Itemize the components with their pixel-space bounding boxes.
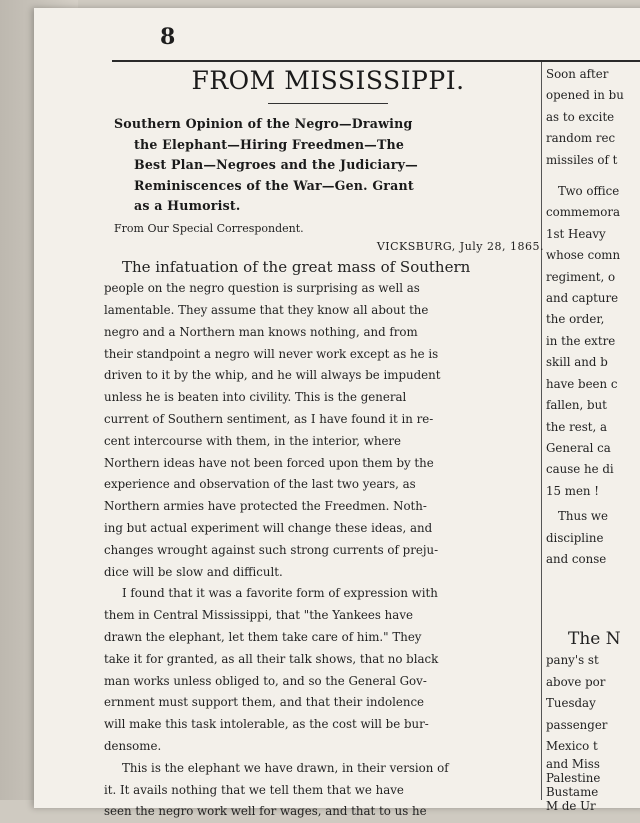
side-text-line: fallen, but: [546, 398, 607, 413]
text-line: unless he is beaten into civility. This is the general: [104, 390, 407, 405]
text-line: experience and observation of the last two years, as: [104, 477, 416, 492]
text-line: changes wrought against such strong currents of preju-: [104, 542, 439, 557]
text-line: people on the negro question is surprising as well as: [104, 281, 420, 296]
side-text-line: General ca: [546, 440, 611, 455]
spacer: [546, 171, 640, 181]
side-text-line: Thus we: [558, 509, 608, 524]
text-line: This is the elephant we have drawn, in their version of: [122, 760, 449, 775]
dateline: VICKSBURG, July 28, 1865.: [376, 239, 544, 253]
text-line: I found that it was a favorite form of expression with: [122, 586, 438, 601]
side-text-line: cause he di: [546, 462, 614, 477]
side-text-line: passenger: [546, 717, 608, 732]
text-line: lamentable. They assume that they know all about the: [104, 303, 429, 318]
side-text-line: have been c: [546, 376, 618, 391]
side-text-line: as to excite: [546, 109, 615, 124]
side-text-line: the rest, a: [546, 419, 608, 434]
headline: FROM MISSISSIPPI.: [191, 66, 465, 95]
text-line: negro and a Northern man knows nothing, and from: [104, 324, 418, 339]
text-line: them in Central Mississippi, that "the Yankees have: [104, 608, 413, 623]
side-text-line: whose comn: [546, 248, 621, 263]
text-line: seen the negro work well for wages, and that to us he: [104, 804, 427, 819]
side-text-line: skill and b: [546, 355, 608, 370]
article-column: [104, 64, 552, 823]
side-text-line: pany's st: [546, 653, 599, 668]
text-line: current of Southern sentiment, as I have found it in re-: [104, 412, 434, 427]
text-line: will make this task intolerable, as the cost will be bur-: [104, 717, 429, 732]
text-line: man works unless obliged to, and so the General Gov-: [104, 673, 427, 688]
side-text-line: M de Ur: [546, 799, 596, 814]
side-text-line: discipline: [546, 530, 604, 545]
subhead-line: Southern Opinion of the Negro—Drawing: [114, 116, 413, 131]
side-text-line: the order,: [546, 312, 605, 327]
text-line: it. It avails nothing that we tell them that we have: [104, 782, 404, 797]
side-text-line: regiment, o: [546, 269, 616, 284]
side-text-line: Mexico t: [546, 738, 598, 753]
side-text-line: Palestine: [546, 771, 601, 786]
side-text-line: Bustame: [546, 785, 599, 800]
text-line: densome.: [104, 739, 162, 754]
text-line: dice will be slow and difficult.: [104, 564, 283, 579]
subheads: [114, 114, 552, 217]
text-line: cent intercourse with them, in the interior, where: [104, 433, 402, 448]
side-text-line: opened in bu: [546, 88, 624, 103]
text-line: their standpoint a negro will never work except as he is: [104, 346, 439, 361]
paragraph-2: [104, 583, 552, 757]
page-number: 8: [160, 24, 176, 50]
side-text-line: Tuesday: [546, 696, 596, 711]
paragraph-3: [104, 758, 552, 823]
top-rule: [112, 60, 640, 62]
side-text-line: and Miss: [546, 757, 600, 772]
side-text-line: random rec: [546, 131, 616, 146]
subhead-line: as a Humorist.: [134, 198, 241, 213]
text-line: ernment must support them, and that their indolence: [104, 695, 425, 710]
text-line: take it for granted, as all their talk shows, that no black: [104, 651, 439, 666]
side-text-line: in the extre: [546, 333, 616, 348]
side-text-line: and capture: [546, 291, 619, 306]
adjacent-column: [546, 64, 640, 813]
paragraph-lead-line: The infatuation of the great mass of Southern: [122, 257, 471, 276]
side-text-line: and conse: [546, 551, 607, 566]
side-text-line: 15 men !: [546, 483, 600, 498]
side-text-line: above por: [546, 674, 606, 689]
side-text-line: Soon after: [546, 67, 609, 81]
side-heading: The N: [568, 629, 621, 650]
text-line: Northern ideas have not been forced upon them by the: [104, 455, 434, 470]
side-text-line: 1st Heavy: [546, 226, 606, 241]
subhead-line: the Elephant—Hiring Freedmen—The: [134, 136, 405, 152]
side-text-line: Two office: [558, 184, 620, 199]
subhead-line: Best Plan—Negroes and the Judiciary—: [134, 157, 418, 172]
paragraph-1: [104, 257, 552, 584]
spacer: [546, 570, 640, 628]
text-line: Northern armies have protected the Freedmen. Noth-: [104, 499, 427, 514]
headline-rule: [268, 103, 388, 104]
text-line: ing but actual experiment will change these ideas, and: [104, 521, 433, 536]
subhead-line: Reminiscences of the War—Gen. Grant: [134, 177, 414, 193]
text-line: driven to it by the whip, and he will always be impudent: [104, 368, 441, 383]
side-text-line: commemora: [546, 205, 621, 220]
side-text-line: missiles of t: [546, 152, 618, 167]
text-line: drawn the elephant, let them take care of him." They: [104, 630, 422, 645]
byline: From Our Special Correspondent.: [114, 221, 304, 235]
